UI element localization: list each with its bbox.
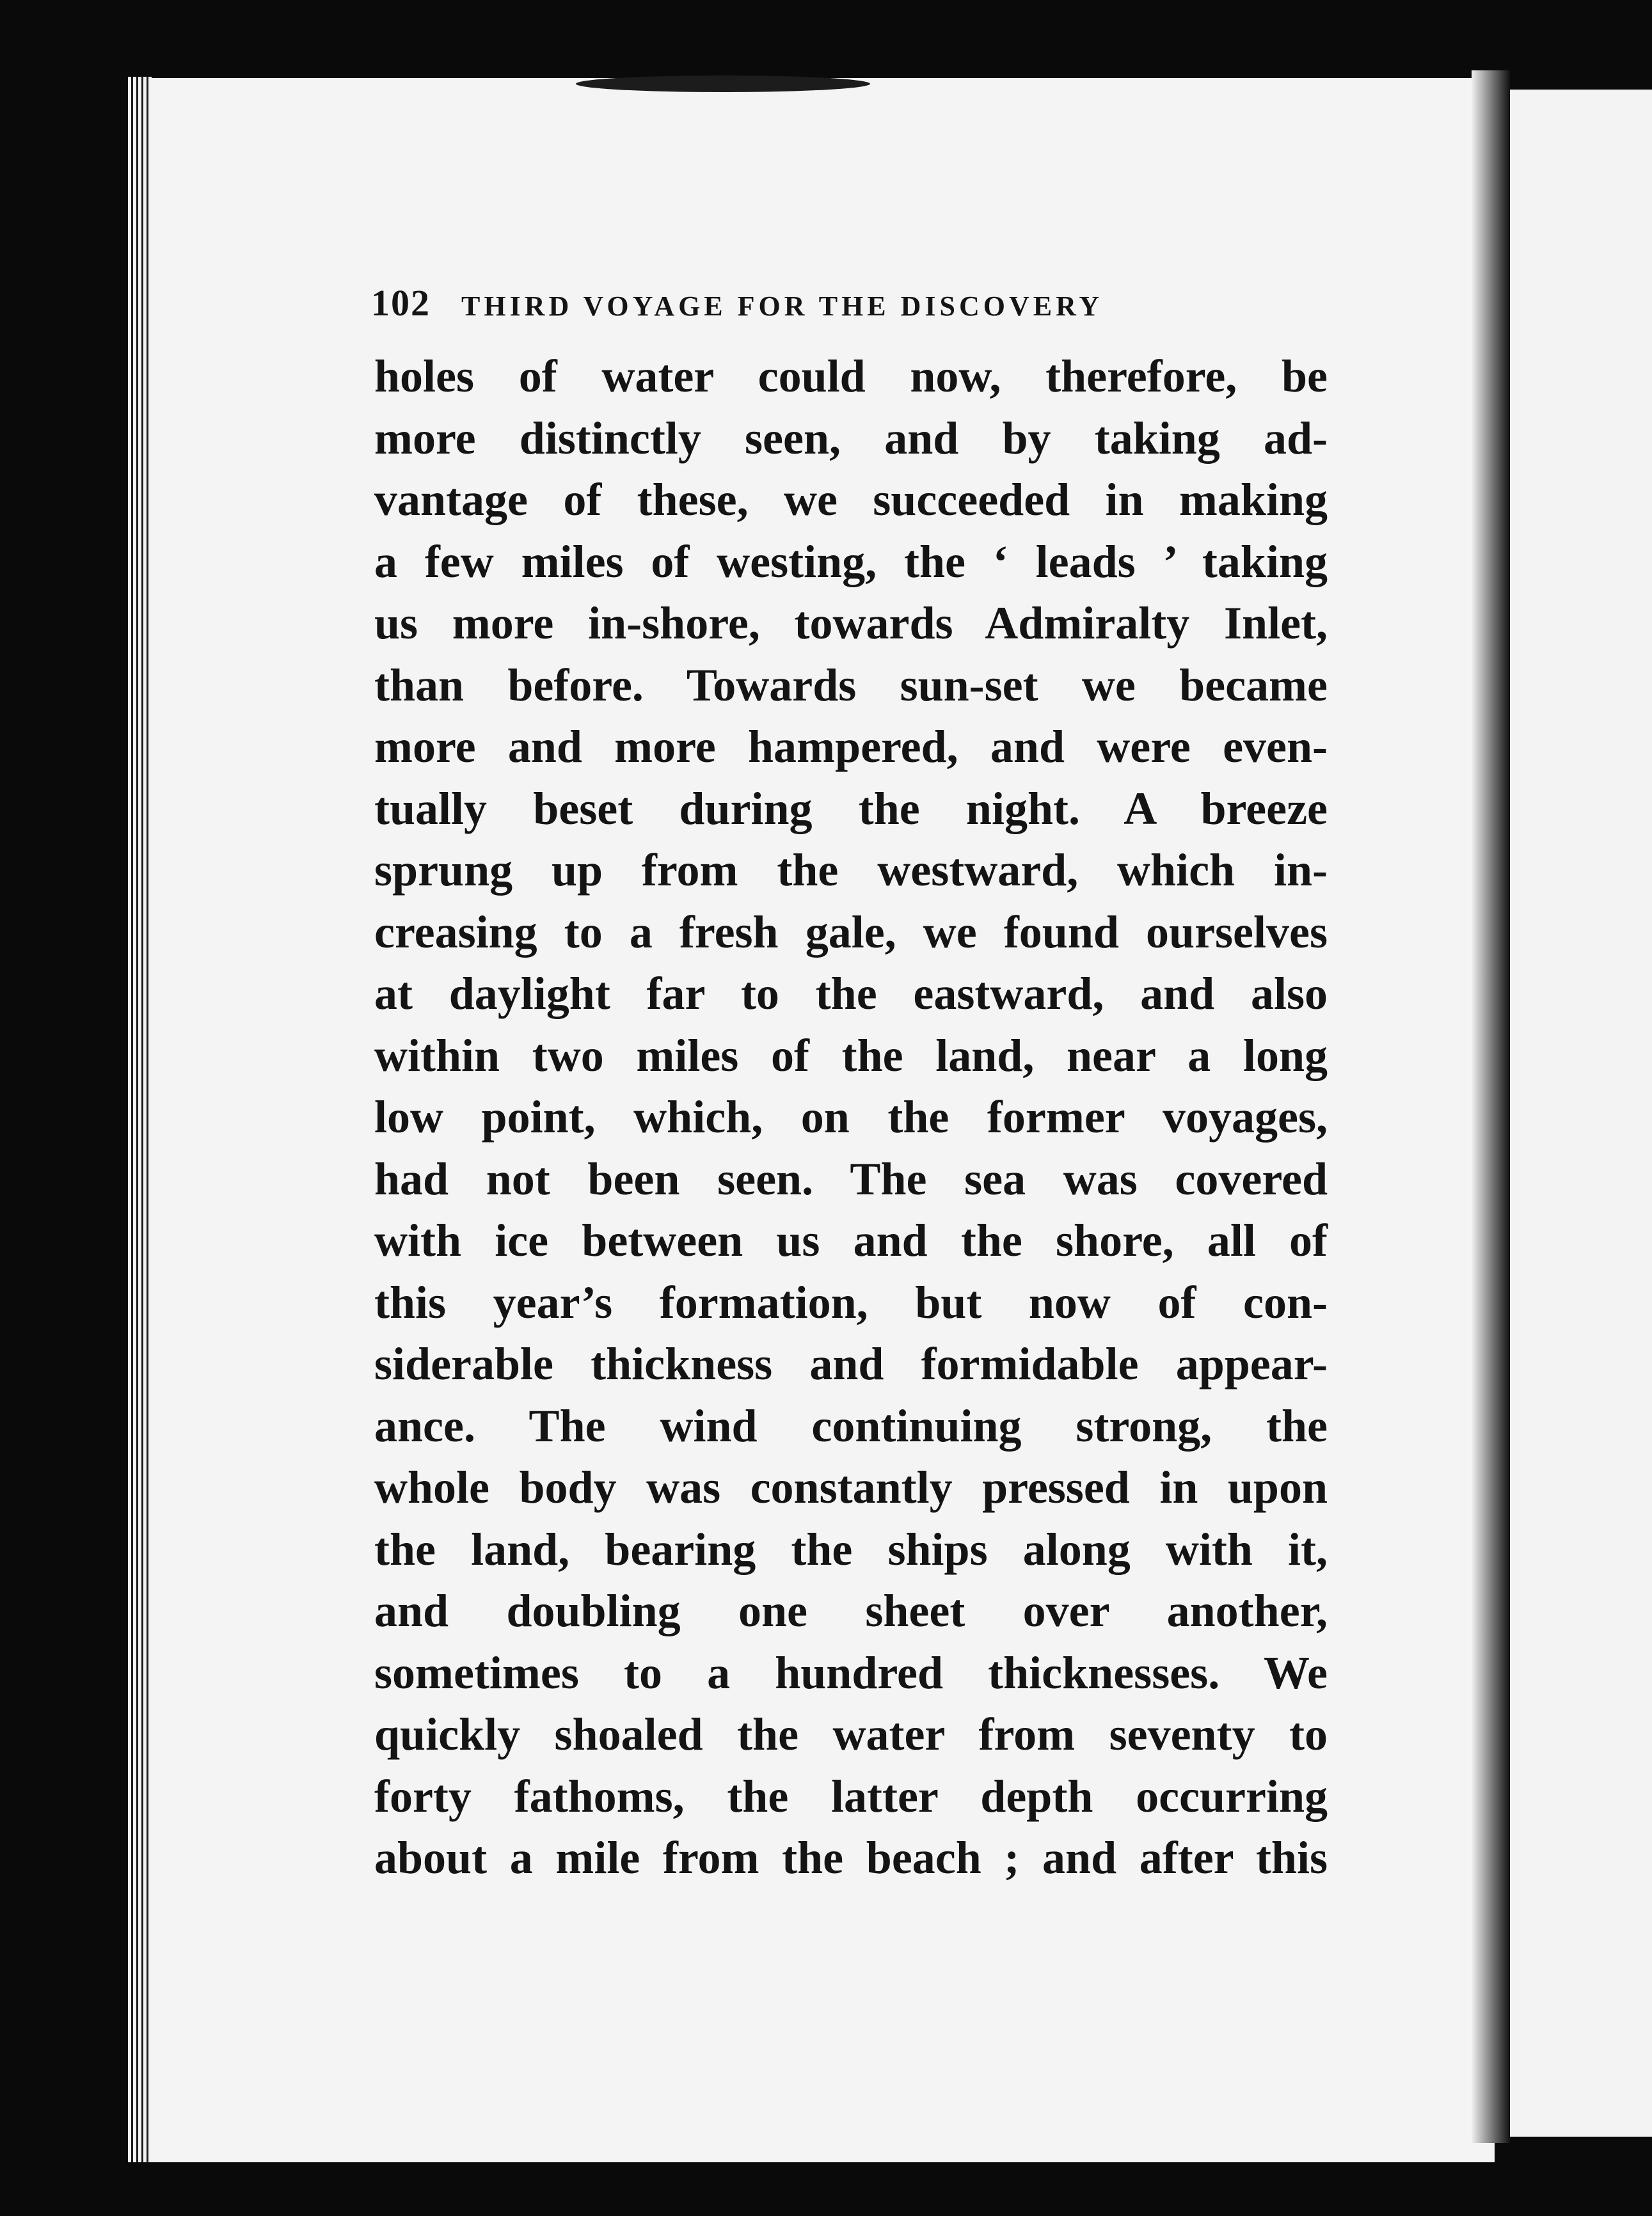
text-line: sprung up from the westward, which in- — [374, 844, 1328, 896]
page-edges — [128, 77, 154, 2162]
text-line: than before. Towards sun-set we became — [374, 659, 1328, 711]
running-head-title: THIRD VOYAGE FOR THE DISCOVERY — [461, 290, 1104, 322]
text-line: holes of water could now, therefore, be — [374, 351, 1328, 402]
body-text — [374, 345, 1328, 1889]
text-line: and doubling one sheet over another, — [374, 1585, 1328, 1636]
facing-page-edge — [1510, 90, 1652, 2137]
text-line: vantage of these, we succeeded in making — [374, 474, 1328, 525]
text-line: low point, which, on the former voyages, — [374, 1091, 1328, 1143]
text-line: this year’s formation, but now of con- — [374, 1276, 1328, 1328]
page-number: 102 — [371, 282, 431, 324]
text-line: us more in-shore, towards Admiralty Inlet, — [374, 598, 1328, 649]
text-line: at daylight far to the eastward, and also — [374, 968, 1328, 1019]
text-line: sometimes to a hundred thicknesses. We — [374, 1647, 1328, 1698]
binding-gutter — [1472, 70, 1510, 2143]
text-line: creasing to a fresh gale, we found ourselves — [374, 906, 1328, 958]
text-line: whole body was constantly pressed in upon — [374, 1462, 1328, 1513]
text-line: ance. The wind continuing strong, the — [374, 1400, 1328, 1452]
running-head — [371, 281, 1228, 326]
text-line: had not been seen. The sea was covered — [374, 1153, 1328, 1205]
text-line: with ice between us and the shore, all of — [374, 1215, 1328, 1266]
text-line: forty fathoms, the latter depth occurring — [374, 1770, 1328, 1822]
text-line: about a mile from the beach ; and after this — [374, 1832, 1328, 1883]
text-line: a few miles of westing, the ‘ leads ’ taking — [374, 535, 1328, 587]
ink-blot — [576, 75, 870, 92]
text-line: the land, bearing the ships along with it, — [374, 1523, 1328, 1575]
text-line: quickly shoaled the water from seventy to — [374, 1709, 1328, 1760]
text-line: more and more hampered, and were even- — [374, 721, 1328, 772]
text-line: more distinctly seen, and by taking ad- — [374, 412, 1328, 464]
text-line: siderable thickness and formidable appear- — [374, 1338, 1328, 1389]
text-line: within two miles of the land, near a long — [374, 1029, 1328, 1081]
text-line: tually beset during the night. A breeze — [374, 782, 1328, 834]
